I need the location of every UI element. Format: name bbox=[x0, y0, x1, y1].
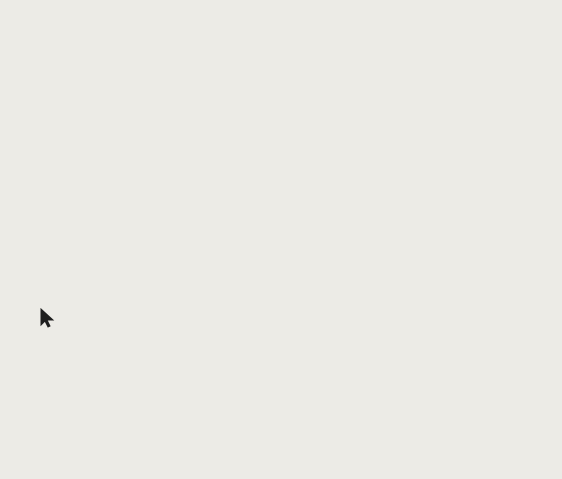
mouse-pointer-icon bbox=[40, 308, 56, 328]
